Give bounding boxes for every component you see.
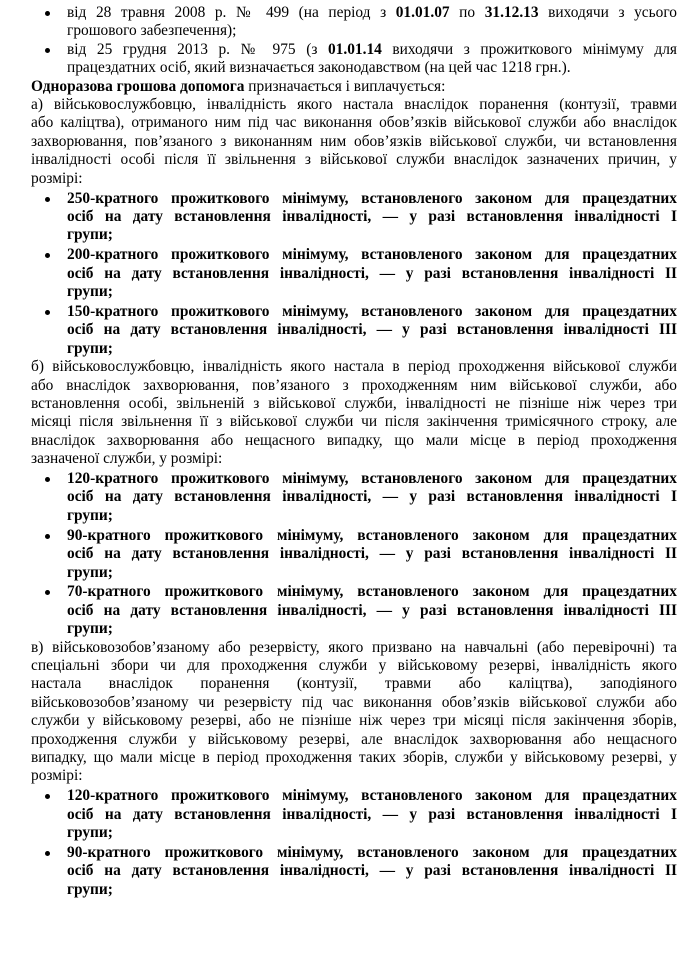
list-c-item-line-text: 120-кратного прожиткового мінімуму, встановленого законом для працездатних xyxy=(67,787,677,805)
list-b-item-line-text: 120-кратного прожиткового мінімуму, встановленого законом для працездатних xyxy=(67,470,677,487)
date-value: 01.01.07 xyxy=(395,4,450,21)
list-b-item-line xyxy=(67,545,677,564)
top-bullet-text: по xyxy=(449,4,485,21)
paragraph-c-line-text: військовозобов’язаному чи резервісту під час виконання обов’язків військової служби або xyxy=(31,693,677,711)
top-bullet-text: грошового забезпечення); xyxy=(67,22,237,40)
top-bullet-text: від 25 грудня 2013 р. № 975 (з xyxy=(67,40,328,58)
list-c-item-line-text: групи; xyxy=(67,824,113,842)
paragraph-a-line-text: захворювання, пов’язаного з виконанням ним обов’язків військової служби, чи встановлення xyxy=(31,132,677,150)
list-a-item-line-text: осіб на дату встановлення інвалідності, — у разі встановлення інвалідності ІІІ xyxy=(67,321,677,339)
paragraph-a-line xyxy=(31,170,83,189)
paragraph-c-line xyxy=(31,675,677,694)
list-b-item-line xyxy=(67,564,113,583)
list-c-item-line xyxy=(67,824,113,843)
list-a-item-line-text: 250-кратного прожиткового мінімуму, встановленого законом для працездатних xyxy=(67,189,677,207)
top-bullet-line xyxy=(67,59,571,78)
paragraph-c-line-text: проходження служби у військовому резерві, але внаслідок захворювання або нещасного xyxy=(31,730,677,748)
list-a-item-line xyxy=(67,340,113,359)
paragraph-b-line xyxy=(31,358,677,377)
paragraph-c-line xyxy=(31,712,677,731)
top-bullet-text: виходячи з прожиткового мінімуму для xyxy=(381,40,677,58)
list-c-item-line xyxy=(67,787,677,806)
list-b-item-line xyxy=(67,470,677,489)
paragraph-b-line-text: внаслідок захворювання або нещасного випадку, що мали місце в період проходження xyxy=(31,431,677,449)
paragraph-b-line-text: б) військовослужбовцю, інвалідність якого настала в період проходження військової служби xyxy=(31,358,677,376)
list-a-item-line xyxy=(67,208,677,227)
list-a-item-line xyxy=(67,303,677,322)
list-b-item-line-text: осіб на дату встановлення інвалідності, — у разі встановлення інвалідності ІІ xyxy=(67,545,677,563)
paragraph-b-line xyxy=(31,377,677,396)
list-a-item-line xyxy=(67,226,113,245)
paragraph-a-line xyxy=(31,133,677,152)
paragraph-c-line xyxy=(31,639,677,658)
paragraph-c-line-text: розмірі: xyxy=(31,767,83,785)
list-b-item-line-text: групи; xyxy=(67,506,113,524)
bullet-dot xyxy=(45,253,50,258)
bullet-dot xyxy=(45,851,50,856)
paragraph-b-line-text: зазначеної служби, у розмірі: xyxy=(31,450,223,468)
list-a-item-line-text: групи; xyxy=(67,283,113,300)
paragraph-b-line-text: місяці після звільнення її з військової служби чи після закінчення тримісячного строку, але xyxy=(31,413,677,431)
bullet-dot xyxy=(45,11,50,16)
top-bullet-line xyxy=(67,4,677,23)
list-a-item-line xyxy=(67,283,113,302)
paragraph-a-line-text: розмірі: xyxy=(31,169,83,187)
date-value: 01.01.14 xyxy=(327,40,382,58)
bullet-dot xyxy=(45,794,50,799)
section-heading xyxy=(31,78,445,97)
list-b-item-line-text: 70-кратного прожиткового мінімуму, встановленого законом для працездатних xyxy=(67,583,677,601)
list-c-item-line-text: групи; xyxy=(67,880,113,898)
paragraph-c-line xyxy=(31,731,677,750)
paragraph-b-line xyxy=(31,413,677,432)
paragraph-a-line-text: а) військовослужбовцю, інвалідність якого настала внаслідок поранення (контузії, травми xyxy=(31,96,677,113)
list-c-item-line-text: осіб на дату встановлення інвалідності, — у разі встановлення інвалідності ІІ xyxy=(67,862,677,880)
list-a-item-line-text: осіб на дату встановлення інвалідності, — у разі встановлення інвалідності ІІ xyxy=(67,264,677,282)
list-c-item-line xyxy=(67,862,677,881)
list-c-item-line xyxy=(67,881,113,900)
list-a-item-line-text: 150-кратного прожиткового мінімуму, встановленого законом для працездатних xyxy=(67,302,677,320)
paragraph-c-line-text: випадку, що мали місце в період проходження таких зборів, служби у військовому резерві, у xyxy=(31,749,677,766)
list-a-item-line-text: осіб на дату встановлення інвалідності, — у разі встановлення інвалідності І xyxy=(67,207,677,225)
list-b-item-line xyxy=(67,488,677,507)
date-value: 31.12.13 xyxy=(484,4,539,21)
list-b-item-line-text: осіб на дату встановлення інвалідності, — у разі встановлення інвалідності І xyxy=(67,488,677,506)
paragraph-a-line xyxy=(31,96,677,115)
paragraph-c-line xyxy=(31,694,677,713)
paragraph-c-line-text: настала внаслідок поранення (контузії, травми або каліцтва), заподіяного xyxy=(31,675,677,693)
bullet-dot xyxy=(45,310,50,315)
paragraph-c-line xyxy=(31,749,677,768)
bullet-dot xyxy=(45,48,50,53)
list-b-item-line-text: 90-кратного прожиткового мінімуму, встановленого законом для працездатних xyxy=(67,526,677,544)
list-a-item-line-text: групи; xyxy=(67,339,113,357)
paragraph-a-line xyxy=(31,114,677,133)
list-a-item-line xyxy=(67,321,677,340)
bullet-dot xyxy=(45,477,50,482)
paragraph-c-line xyxy=(31,767,83,786)
paragraph-b-line xyxy=(31,395,677,414)
list-b-item-line xyxy=(67,602,677,621)
list-c-item-line xyxy=(67,806,677,825)
paragraph-c-line-text: служби у військовому резерві, або не пізніше ніж через три місяці після закінчення зборів, xyxy=(31,712,677,730)
section-heading-rest: призначається і виплачується: xyxy=(244,77,446,95)
list-c-item-line xyxy=(67,844,677,863)
section-heading-bold: Одноразова грошова допомога xyxy=(31,77,245,95)
list-b-item-line-text: групи; xyxy=(67,563,113,581)
paragraph-c-line xyxy=(31,657,677,676)
bullet-dot xyxy=(45,534,50,539)
bullet-dot xyxy=(45,590,50,595)
list-b-item-line xyxy=(67,507,113,526)
list-b-item-line-text: осіб на дату встановлення інвалідності, — у разі встановлення інвалідності ІІІ xyxy=(67,601,677,619)
top-bullet-text: виходячи з усього xyxy=(538,4,677,21)
top-bullet-line xyxy=(67,41,677,60)
list-c-item-line-text: осіб на дату встановлення інвалідності, — у разі встановлення інвалідності І xyxy=(67,805,677,823)
paragraph-b-line-text: встановлення особі, звільненій з військової служби, інвалідності не пізніше ніж через три xyxy=(31,394,677,412)
list-a-item-line xyxy=(67,190,677,209)
top-bullet-text: працездатних осіб, який визначається законодавством (на цей час 1218 грн.). xyxy=(67,59,571,77)
paragraph-c-line-text: спеціальні збори чи для проходження служби у військовому резерві, інвалідність якого xyxy=(31,657,677,674)
paragraph-a-line xyxy=(31,151,677,170)
list-a-item-line xyxy=(67,246,677,265)
list-b-item-line xyxy=(67,527,677,546)
top-bullet-text: від 28 травня 2008 р. № 499 (на період з xyxy=(67,4,396,21)
paragraph-c-line-text: в) військовозобов’язаному або резервісту, якого призвано на навчальні (або перевірочні) та xyxy=(31,638,677,656)
list-a-item-line-text: групи; xyxy=(67,226,113,244)
bullet-dot xyxy=(45,197,50,202)
list-a-item-line xyxy=(67,265,677,284)
paragraph-a-line-text: або каліцтва), отриманого ним під час виконання обов’язків військової служби або внаслідок xyxy=(31,114,677,132)
list-a-item-line-text: 200-кратного прожиткового мінімуму, встановленого законом для працездатних xyxy=(67,246,677,264)
paragraph-b-line-text: або внаслідок захворювання, пов’язаного з проходженням ним військової служби, або xyxy=(31,376,677,394)
list-b-item-line-text: групи; xyxy=(67,620,113,638)
list-b-item-line xyxy=(67,583,677,602)
list-c-item-line-text: 90-кратного прожиткового мінімуму, встановленого законом для працездатних xyxy=(67,844,677,861)
list-b-item-line xyxy=(67,620,113,639)
top-bullet-line xyxy=(67,22,236,41)
paragraph-a-line-text: інвалідності особі після її звільнення з військової служби внаслідок зазначених причин, у xyxy=(31,151,677,169)
paragraph-b-line xyxy=(31,432,677,451)
paragraph-b-line xyxy=(31,450,222,469)
